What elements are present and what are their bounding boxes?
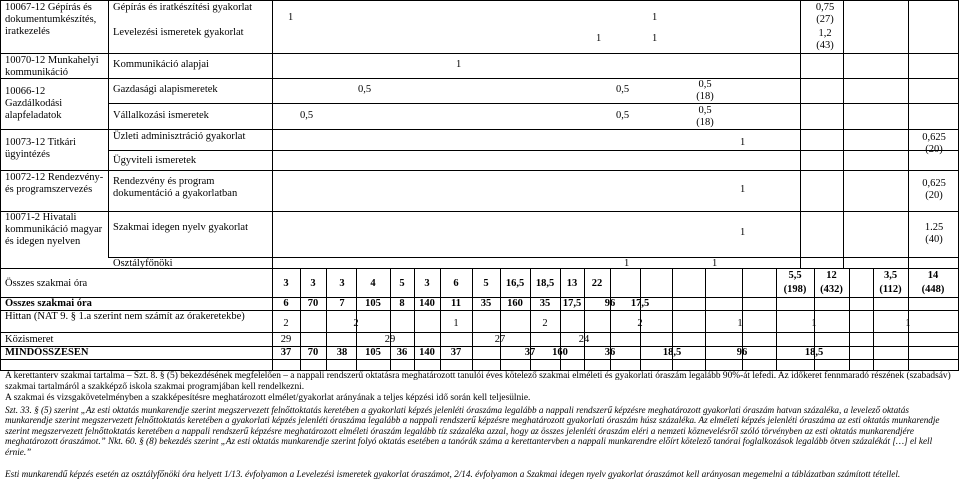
cell-value: 13 (566, 278, 578, 289)
cell-value: 7 (339, 298, 345, 309)
cell-value: (112) (879, 284, 902, 295)
cell-value: (18) (696, 91, 714, 102)
cell-value: 14 (927, 270, 939, 281)
cell-value: 5,5 (788, 270, 802, 281)
cell-value: 0,5 (358, 84, 372, 95)
cell-value: 37 (450, 347, 462, 358)
row-label-osszes-2: Összes szakmai óra (5, 298, 92, 309)
cell-value: (18) (696, 117, 714, 128)
cell-value: 1 (288, 12, 294, 23)
row-label-hittan: Hittan (NAT 9. § 1.a szerint nem számít az órakeretekbe) (5, 311, 245, 322)
cell-value: 12 (826, 270, 837, 281)
cell-value: 1 (624, 258, 630, 269)
module-code-10071: 10071-2 Hivatali kommunikáció magyar és idegen nyelven (5, 212, 103, 248)
cell-value: (40) (925, 234, 943, 245)
cell-value: 1 (740, 184, 746, 195)
cell-value: 1,2 (818, 28, 832, 39)
cell-value: 36 (604, 347, 616, 358)
cell-value: 3 (424, 278, 430, 289)
subject-uzleti: Üzleti adminisztráció gyakorlat (113, 131, 246, 142)
cell-value: 70 (307, 298, 319, 309)
cell-value: 1 (740, 227, 746, 238)
cell-value: 6 (283, 298, 289, 309)
cell-value: 5 (399, 278, 405, 289)
cell-value: 29 (384, 334, 396, 345)
cell-value: 0,5 (300, 110, 314, 121)
cell-value: 0,625 (922, 178, 946, 189)
row-label-mindosszesen: MINDÖSSZESEN (5, 347, 89, 358)
subject-gepiras: Gépírás és iratkészítési gyakorlat (113, 2, 253, 13)
cell-value: 1 (596, 33, 602, 44)
cell-value: 0,5 (698, 79, 712, 90)
cell-value: (27) (816, 14, 834, 25)
cell-value: 8 (399, 298, 405, 309)
cell-value: 36 (396, 347, 408, 358)
subject-gazdasagi: Gazdasági alapismeretek (113, 84, 218, 95)
cell-value: 140 (419, 298, 435, 309)
cell-value: 96 (604, 298, 616, 309)
cell-value: 105 (365, 347, 381, 358)
cell-value: 1 (652, 12, 658, 23)
cell-value: 70 (307, 347, 319, 358)
cell-value: 1 (712, 258, 718, 269)
cell-value: 3 (283, 278, 289, 289)
cell-value: 27 (494, 334, 506, 345)
cell-value: 6 (453, 278, 459, 289)
cell-value: (43) (816, 40, 834, 51)
cell-value: 160 (507, 298, 523, 309)
module-code-10072: 10072-12 Rendezvény- és programszervezés (5, 172, 104, 196)
cell-value: 140 (419, 347, 435, 358)
cell-value: 96 (736, 347, 748, 358)
cell-value: 38 (336, 347, 348, 358)
cell-value: 35 (480, 298, 492, 309)
cell-value: 0,5 (616, 110, 630, 121)
cell-value: (432) (820, 284, 843, 295)
cell-value: 11 (451, 298, 461, 309)
module-code-10066: 10066-12 Gazdálkodási alapfeladatok (5, 86, 63, 122)
cell-value: 37 (524, 347, 536, 358)
subject-osztalyfonoki: Osztályfőnöki (113, 258, 173, 269)
module-code-10070: 10070-12 Munkahelyi kommunikáció (5, 55, 99, 79)
note-elmelet-gyakorlat: A szakmai és vizsgakövetelményben a szakképesítésre meghatározott elmélet/gyakorlat arányának a teljes képzési idő során kell teljesülnie. (5, 393, 531, 403)
note-esti-munkarend: Esti munkarendű képzés esetén az osztályfőnöki óra helyett 1/13. évfolyamon a Levelezési ismeretek gyakorlat óraszámot, 2/14. évfolyamon a Szakmai idegen nyelv gyakorlat óraszámot kell arányosan megemelni a táblázatban számított tétellel. (5, 469, 901, 479)
subject-rendezveny: Rendezvény és program dokumentáció a gyakorlatban (113, 176, 238, 200)
cell-value: 22 (591, 278, 603, 289)
cell-value: 2 (283, 318, 289, 329)
note-szt-33: Szt. 33. § (5) szerint „Az esti oktatás munkarendje szerint megszervezett felnőttoktatás keretében a gyakorlati képzés jelenléti óraszáma legalább a nappali rendszerű képzésre meghatározott gyakorlati óraszám hatvan százaléka, a levelező oktatás munkarendje szerint megszervezett felnőttoktatás keretében a gyakorlati képzés jelenléti óraszáma legalább a nappali rendszerű képzésre meghatározott gyakorlati óraszám húsz százaléka. Az elméleti képzés jelenléti óraszáma az esti oktatás munkarendje szerint megszervezett felnőttoktatás keretében a nappali rendszerű képzésre meghatározott elméleti óraszám legalább tíz százaléka azzal, hogy az összes jelenléti óraszám eléri a nemzeti köznevelésről szóló törvényben az esti oktatás munkarendjére meghatározott óraszámot.” Nkt. 60. § (8) bekezdés szerint „Az esti oktatás munkarendje szerint folyó oktatás esetében a tanórák száma a kerettantervben a nappali munkarendre előírt kötelező tanórai foglalkozások legalább ötven százalékát […] el kell érnie.” (5, 405, 940, 457)
row-label-kozismeret: Közismeret (5, 334, 54, 345)
cell-value: 2 (637, 318, 643, 329)
cell-value: 105 (365, 298, 381, 309)
subject-levelezes: Levelezési ismeretek gyakorlat (113, 27, 244, 38)
cell-value: (20) (925, 144, 943, 155)
cell-value: 0,5 (698, 105, 712, 116)
module-code-10073: 10073-12 Titkári ügyintézés (5, 137, 76, 161)
subject-vallalkozasi: Vállalkozási ismeretek (113, 110, 209, 121)
cell-value: 1 (740, 137, 746, 148)
cell-value: 17,5 (562, 298, 582, 309)
cell-value: 1 (811, 318, 817, 329)
cell-value: 1 (905, 318, 911, 329)
cell-value: (198) (783, 284, 807, 295)
cell-value: 0,75 (815, 2, 835, 13)
subject-ugyviteli: Ügyviteli ismeretek (113, 155, 197, 166)
cell-value: 1 (652, 33, 658, 44)
cell-value: 2 (353, 318, 359, 329)
cell-value: 0,625 (922, 132, 946, 143)
cell-value: 37 (280, 347, 292, 358)
cell-value: 4 (370, 278, 376, 289)
cell-value: 35 (539, 298, 551, 309)
cell-value: 3,5 (883, 270, 898, 281)
cell-value: 1 (737, 318, 743, 329)
cell-value: 1 (453, 318, 459, 329)
cell-value: 17,5 (630, 298, 650, 309)
cell-value: 5 (483, 278, 489, 289)
cell-value: 16,5 (505, 278, 525, 289)
cell-value: 160 (552, 347, 568, 358)
cell-value: 2 (542, 318, 548, 329)
subject-kommunikacio: Kommunikáció alapjai (113, 59, 209, 70)
subject-idegen-nyelv: Szakmai idegen nyelv gyakorlat (113, 222, 248, 233)
cell-value: 1.25 (924, 222, 944, 233)
cell-value: (20) (925, 190, 943, 201)
cell-value: (448) (921, 284, 945, 295)
cell-value: 29 (280, 334, 292, 345)
cell-value: 0,5 (616, 84, 630, 95)
row-label-osszes: Összes szakmai óra (5, 278, 88, 289)
note-kerettanterv: A kerettanterv szakmai tartalma – Szt. 8. § (5) bekezdésének megfelelően – a nappali rendszerű oktatásra meghatározott tanulói éves kötelező szakmai elméleti és gyakorlati óraszám legalább 90%-át lefedi. Az időkeret fennmaradó részének (szabadsáv) szakmai tartalmáról a szakképző iskola szakmai programjában kell rendelkezni. (5, 371, 951, 392)
module-code-10067: 10067-12 Gépírás és dokumentumkészítés, iratkezelés (5, 2, 97, 38)
cell-value: 24 (578, 334, 590, 345)
cell-value: 3 (310, 278, 316, 289)
cell-value: 1 (456, 59, 462, 70)
cell-value: 18,5 (535, 278, 555, 289)
cell-value: 3 (339, 278, 345, 289)
cell-value: 18,5 (804, 347, 824, 358)
cell-value: 18,5 (662, 347, 682, 358)
